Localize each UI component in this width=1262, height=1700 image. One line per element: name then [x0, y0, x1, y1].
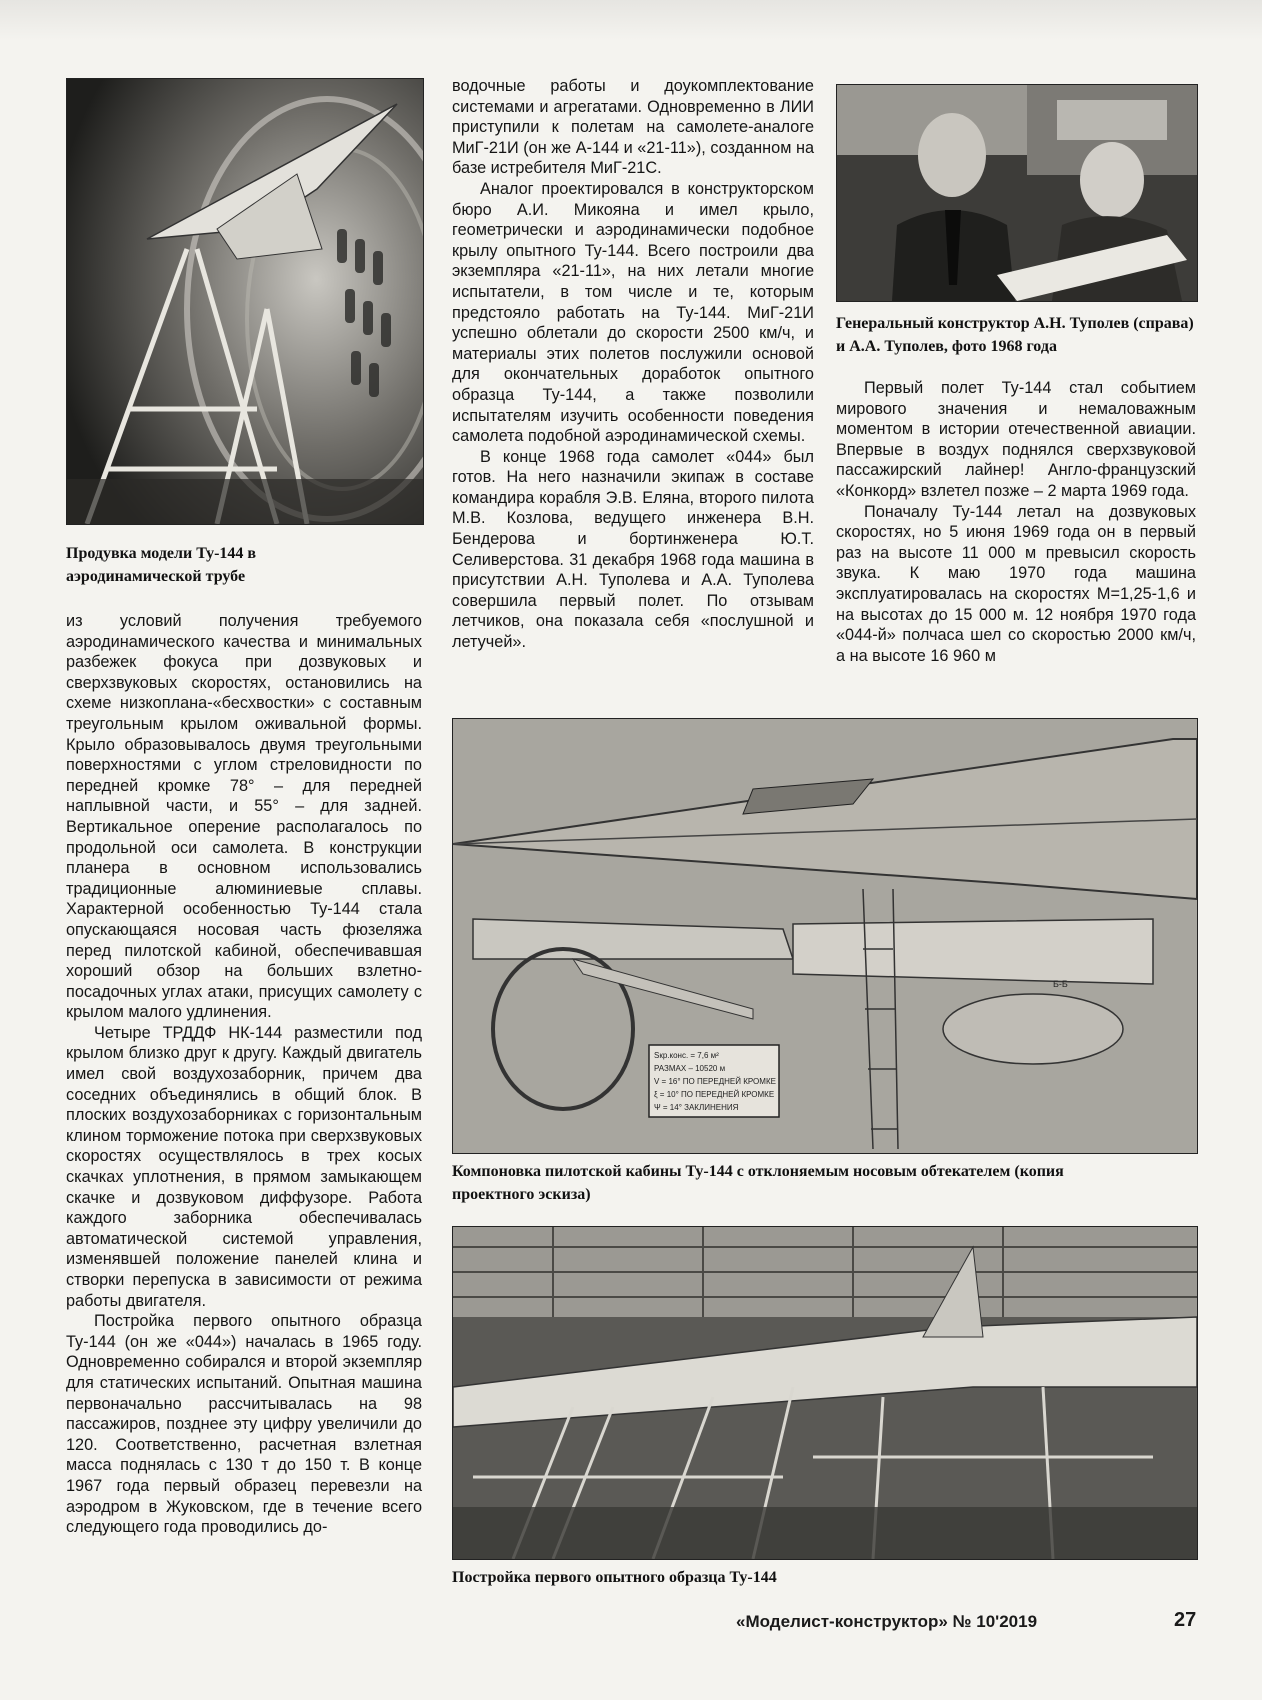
paragraph: В конце 1968 года самолет «044» был готов. На него назначили экипаж в составе командира корабля Э.В. Еляна, второго пилота М.В. Козлова, ведущего инженера В.Н. Бендерова и бортинженера Ю.Т. Селиверстова. 31 декабря 1968 года машина в присутствии А.Н. Туполева и А.А. Туполева совершила первый полет. По отзывам летчиков, она показала себя «послушной и летучей». — [452, 447, 814, 652]
table-line: V = 16° ПО ПЕРЕДНЕЙ КРОМКЕ — [654, 1077, 776, 1086]
portrait-caption: Генеральный конструктор А.Н. Туполев (справа) и А.А. Туполев, фото 1968 года — [836, 315, 1194, 355]
wind-tunnel-photo — [66, 78, 424, 525]
table-line: ξ = 10° ПО ПЕРЕДНЕЙ КРОМКЕ — [654, 1090, 775, 1099]
table-line: Sкр.конс. = 7,6 м² — [654, 1051, 719, 1060]
right-column — [836, 378, 1196, 666]
magazine-title: «Моделист-конструктор» № 10'2019 — [736, 1612, 1038, 1631]
construction-caption: Постройка первого опытного образца Ту-144 — [452, 1569, 777, 1586]
page-number: 27 — [1174, 1609, 1197, 1631]
middle-column — [452, 76, 814, 653]
paragraph: Поначалу Ту-144 летал на дозвуковых скоростях, но 5 июня 1969 года он в первый раз на высоте 11 000 м превысил скорость звука. К маю 1970 года машина эксплуатировалась на скоростях М=1,25-1,6 и на высотах до 15 000 м. 12 ноября 1970 года «044-й» полчаса шел со скоростью 2000 км/ч, а на высоте 16 960 м — [836, 502, 1196, 665]
paragraph: Четыре ТРДДФ НК-144 разместили под крылом близко друг к другу. Каждый двигатель имел свой воздухозаборник, причем два соседних объединялись в общий блок. В плоских воздухозаборниках с горизонтальным клином торможение потока при сверхзвуковых скоростях осуществлялось в трех косых скачках уплотнения, в прямом замыкающем скачке и дозвуковом диффузоре. Работа каждого заборника обеспечивалась автоматической системой управления, изменявшей положение панелей клина и створки перепуска в зависимости от режима работы двигателя. — [66, 1023, 422, 1310]
paragraph: водочные работы и доукомплектование системами и агрегатами. Одновременно в ЛИИ приступили к полетам на самолете-аналоге МиГ-21И (он же А-144 и «21-11»), созданном на базе истребителя МиГ-21С. — [452, 77, 814, 178]
wind-tunnel-caption: Продувка модели Ту-144 в аэродинамической трубе — [66, 545, 257, 585]
cockpit-caption: Компоновка пилотской кабины Ту-144 с отклоняемым носовым обтекателем (копия проектного эскиза) — [452, 1163, 1064, 1203]
paragraph: Аналог проектировался в конструкторском бюро А.И. Микояна и имел крыло, геометрически и аэродинамически подобное крылу опытного Ту-144. Всего построили два экземпляра «21-11», на них летали многие испытатели, в том числе и те, которым предстояло работать на Ту-144. МиГ-21И успешно облетали до скорости 2500 км/ч, и материалы этих полетов послужили основой для окончательных доработок опытного образца Ту-144, а также позволили испытателям изучить особенности поведения самолета подобной аэродинамической схемы. — [452, 179, 814, 446]
left-column — [66, 611, 422, 1538]
paragraph: Постройка первого опытного образца Ту-144 (он же «044») началась в 1965 году. Одновременно собирался и второй экземпляр для статических испытаний. Опытная машина первоначально рассчитывалась на 98 пассажиров, позднее эту цифру увеличили до 120. Соответственно, расчетная взлетная масса поднялась с 130 т до 150 т. В конце 1967 года первый образец перевезли на аэродром в Жуковском, где в течение всего следующего года проводились до- — [66, 1312, 422, 1537]
paragraph: из условий получения требуемого аэродинамического качества и минимальных разбежек фокуса при дозвуковых и сверхзвуковых скоростях, остановились на схеме низкоплана-«бесхвостки» с составным треугольным крылом оживальной формы. Крыло образовывалось двумя треугольными поверхностями с углом стреловидности по передней кромке 78° – для передней наплывной части, и 55° – для задней. Вертикальное оперение располагалось по продольной оси самолета. В конструкции планера в основном использовались традиционные алюминиевые сплавы. Характерной особенностью Ту-144 стала опускающаяся носовая часть фюзеляжа перед пилотской кабиной, обеспечивавшая хороший обзор на больших взлетно-посадочных углах атаки, присущих самолету с крылом малого удлинения. — [66, 612, 422, 1022]
cockpit-drawing — [452, 718, 1198, 1154]
table-line: РАЗМАХ – 10520 м — [654, 1064, 726, 1073]
paragraph: Первый полет Ту-144 стал событием мирового значения и немаловажным моментом в истории отечественной авиации. Впервые в воздух поднялся сверхзвуковой пассажирский лайнер! Англо-французский «Конкорд» взлетел позже – 2 марта 1969 года. — [836, 379, 1196, 500]
construction-photo — [452, 1226, 1198, 1560]
portrait-photo — [836, 84, 1198, 302]
top-edge-band — [0, 0, 1262, 40]
section-label: Б-Б — [1053, 979, 1068, 989]
table-line: Ψ = 14° ЗАКЛИНЕНИЯ — [654, 1103, 739, 1112]
